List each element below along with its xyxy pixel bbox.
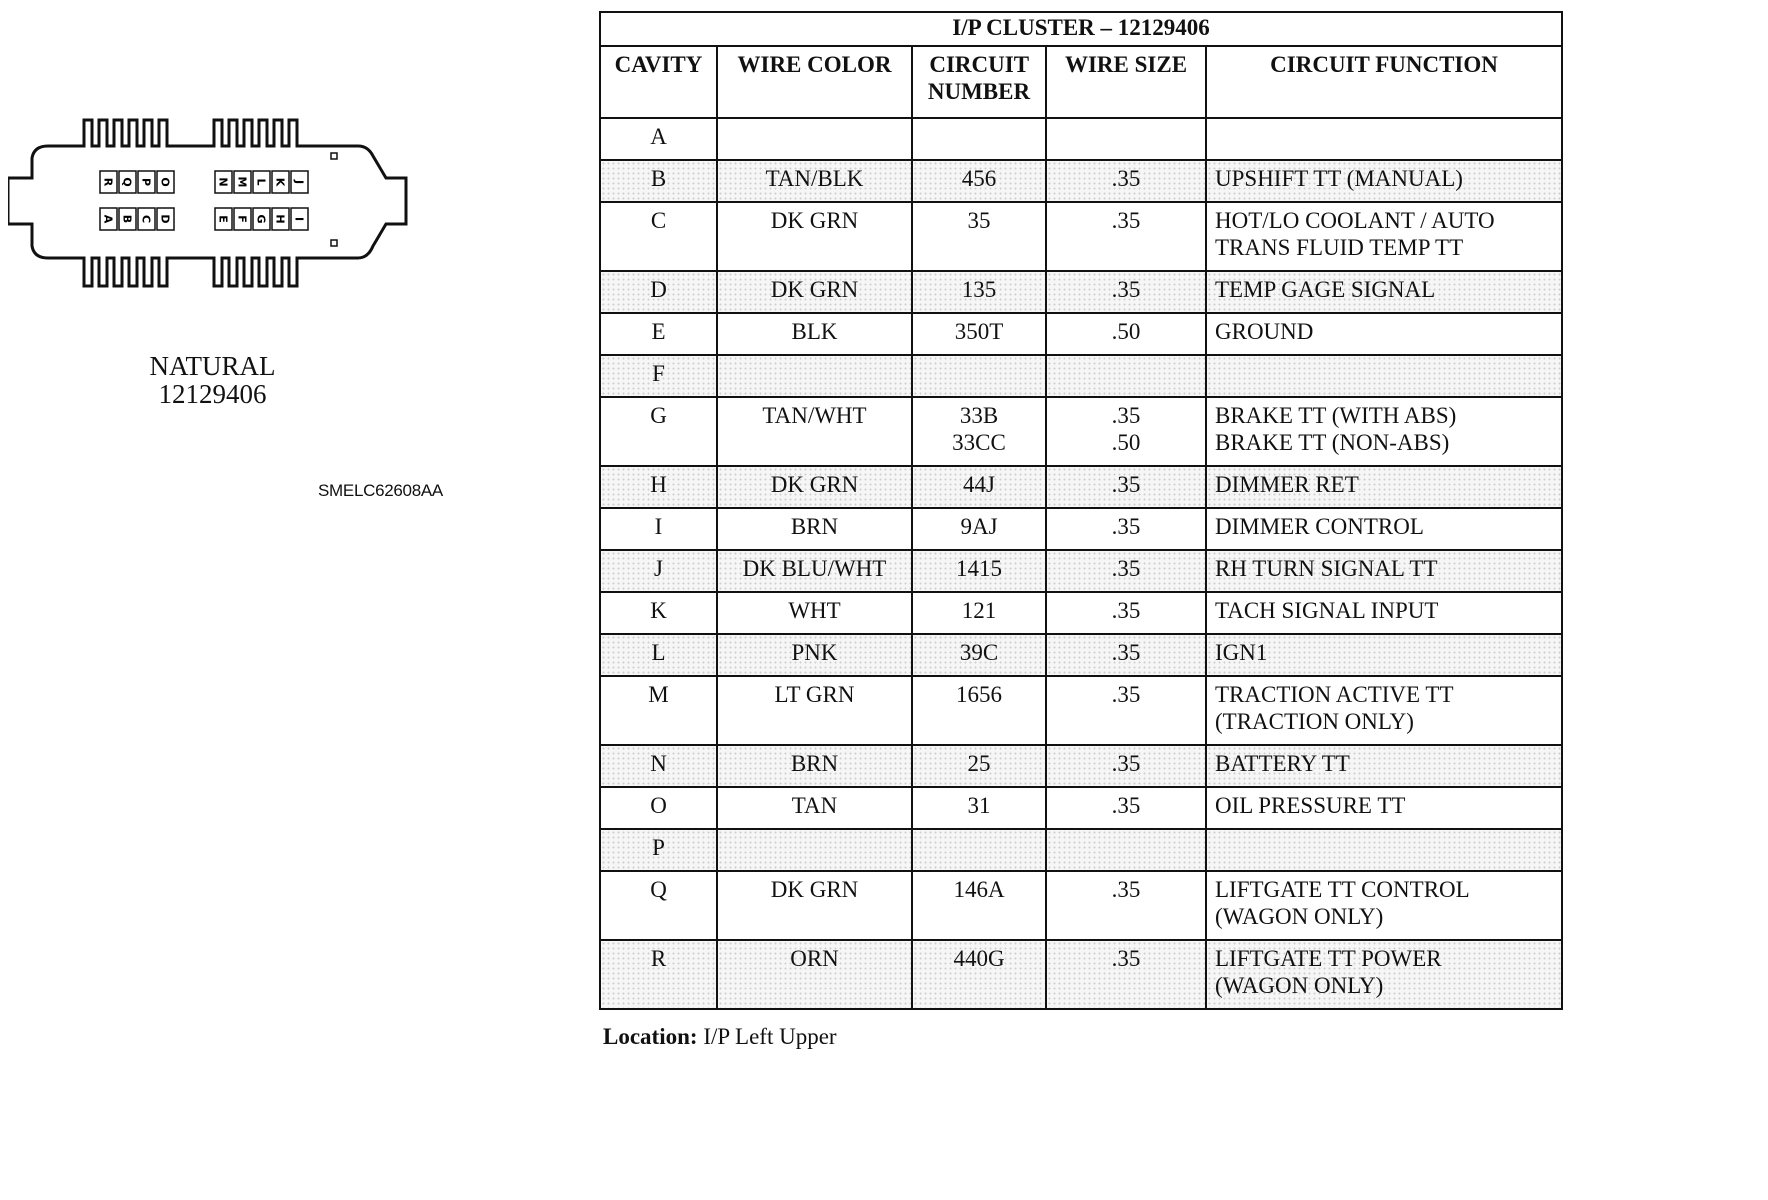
wire-size-line: .35 [1111, 514, 1141, 539]
cell-wire-color [717, 829, 912, 871]
cavity-label: D [158, 214, 172, 224]
table-row [600, 550, 1562, 592]
table-row [600, 871, 1562, 940]
circuit-function-line: LIFTGATE TT POWER [1215, 946, 1442, 971]
table-row [600, 676, 1562, 745]
cell-circuit-function [1206, 829, 1562, 871]
cell-circuit-number [912, 634, 1046, 676]
table-title: I/P CLUSTER – 12129406 [600, 12, 1562, 46]
circuit-function-line: BRAKE TT (NON-ABS) [1215, 430, 1450, 455]
circuit-function-line: DIMMER CONTROL [1215, 514, 1424, 539]
cell-cavity: L [600, 634, 717, 676]
wire-size-line: .35 [1111, 682, 1141, 707]
wire-size-line: .35 [1111, 166, 1141, 191]
circuit-number-line: 31 [967, 793, 991, 818]
wire-size-line: .35 [1111, 877, 1141, 902]
wire-size-line: .35 [1111, 793, 1141, 818]
circuit-function-line: UPSHIFT TT (MANUAL) [1215, 166, 1463, 191]
cavity-label: M [235, 176, 249, 188]
header-circuit-number-line2: NUMBER [927, 79, 1031, 104]
cell-cavity: G [600, 397, 717, 466]
cell-wire-color: BLK [717, 313, 912, 355]
table-row [600, 592, 1562, 634]
table-row [600, 118, 1562, 160]
cell-circuit-number [912, 745, 1046, 787]
cell-wire-color: WHT [717, 592, 912, 634]
cell-circuit-function [1206, 634, 1562, 676]
circuit-function-line: (WAGON ONLY) [1215, 973, 1384, 998]
circuit-number-line: 44J [963, 472, 995, 497]
cell-wire-size [1046, 466, 1206, 508]
cell-circuit-number [912, 787, 1046, 829]
cell-wire-size [1046, 871, 1206, 940]
table-row [600, 397, 1562, 466]
cell-wire-size [1046, 397, 1206, 466]
cell-wire-color: BRN [717, 508, 912, 550]
cavity-label: R [101, 177, 115, 187]
cell-wire-size [1046, 592, 1206, 634]
cell-circuit-number [912, 592, 1046, 634]
header-circuit-function: CIRCUIT FUNCTION [1206, 46, 1562, 118]
cell-wire-color: DK BLU/WHT [717, 550, 912, 592]
diagram-code: SMELC62608AA [318, 481, 443, 500]
cell-circuit-function [1206, 550, 1562, 592]
cell-circuit-number [912, 550, 1046, 592]
circuit-number-line: 33B [959, 403, 999, 428]
header-wire-size [1046, 46, 1206, 118]
circuit-number-line: 440G [953, 946, 1005, 971]
cell-wire-size [1046, 634, 1206, 676]
cell-wire-size [1046, 676, 1206, 745]
cavity-label: Q [120, 177, 134, 187]
cavity-label: A [101, 214, 115, 224]
circuit-function-line: (TRACTION ONLY) [1215, 709, 1414, 734]
cell-wire-size [1046, 508, 1206, 550]
cavity-label: K [273, 177, 287, 187]
cavity-label: J [292, 179, 306, 185]
table-row [600, 271, 1562, 313]
wire-size-line: .35 [1111, 556, 1141, 581]
cell-wire-color: LT GRN [717, 676, 912, 745]
cell-wire-color: DK GRN [717, 202, 912, 271]
cell-wire-size [1046, 355, 1206, 397]
cell-cavity: M [600, 676, 717, 745]
cell-circuit-function [1206, 508, 1562, 550]
circuit-function-line: GROUND [1215, 319, 1314, 344]
cell-wire-color: DK GRN [717, 871, 912, 940]
cell-cavity: C [600, 202, 717, 271]
circuit-function-line: LIFTGATE TT CONTROL [1215, 877, 1470, 902]
cell-cavity: E [600, 313, 717, 355]
cavity-label: L [254, 178, 268, 186]
table-row [600, 466, 1562, 508]
cell-cavity: N [600, 745, 717, 787]
cell-circuit-function [1206, 313, 1562, 355]
pinout-table [599, 11, 1563, 1010]
latch-mark-top [331, 153, 337, 159]
circuit-number-line: 1415 [956, 556, 1002, 581]
cell-cavity: R [600, 940, 717, 1009]
cavity-label: B [120, 214, 134, 224]
cell-circuit-function [1206, 118, 1562, 160]
circuit-number-line: 25 [967, 751, 991, 776]
circuit-number-line: 350T [954, 319, 1004, 344]
connector-color: NATURAL [149, 351, 276, 381]
cell-cavity: D [600, 271, 717, 313]
cell-cavity: Q [600, 871, 717, 940]
cavity-label: O [158, 177, 172, 187]
circuit-function-line: TRACTION ACTIVE TT [1215, 682, 1454, 707]
circuit-function-line: TEMP GAGE SIGNAL [1215, 277, 1436, 302]
cell-circuit-function [1206, 592, 1562, 634]
table-row [600, 160, 1562, 202]
cell-circuit-number [912, 466, 1046, 508]
cell-cavity: K [600, 592, 717, 634]
cell-wire-size [1046, 202, 1206, 271]
circuit-function-line: TRANS FLUID TEMP TT [1215, 235, 1464, 260]
wire-size-line: .35 [1111, 946, 1141, 971]
cell-circuit-function [1206, 466, 1562, 508]
circuit-number-line: 121 [961, 598, 997, 623]
cell-circuit-function [1206, 355, 1562, 397]
cell-wire-color: TAN/WHT [717, 397, 912, 466]
cell-circuit-function [1206, 202, 1562, 271]
cavity-label: N [216, 177, 230, 187]
table-row [600, 508, 1562, 550]
circuit-function-line: (WAGON ONLY) [1215, 904, 1384, 929]
cell-cavity: H [600, 466, 717, 508]
circuit-function-line: RH TURN SIGNAL TT [1215, 556, 1438, 581]
location-value: I/P Left Upper [703, 1024, 837, 1049]
cell-circuit-number [912, 871, 1046, 940]
cell-circuit-function [1206, 397, 1562, 466]
cell-cavity: A [600, 118, 717, 160]
connector-caption [110, 352, 315, 408]
cell-circuit-function [1206, 871, 1562, 940]
circuit-function-line: IGN1 [1215, 640, 1268, 665]
cell-cavity: B [600, 160, 717, 202]
cavity-label: P [139, 177, 153, 187]
cell-wire-color: DK GRN [717, 271, 912, 313]
cavity-label: F [235, 215, 249, 223]
circuit-number-line: 33CC [952, 430, 1006, 455]
cell-wire-color: PNK [717, 634, 912, 676]
cavity-label: G [254, 214, 268, 224]
wire-size-line: .35 [1111, 751, 1141, 776]
wire-size-line: .35 [1111, 208, 1141, 233]
connector-body-outline [8, 120, 406, 286]
wire-size-line: .35 [1111, 403, 1141, 428]
cell-wire-size [1046, 550, 1206, 592]
circuit-number-line: 1656 [956, 682, 1002, 707]
cell-cavity: O [600, 787, 717, 829]
connector-part-number: 12129406 [158, 379, 267, 409]
circuit-function-line: OIL PRESSURE TT [1215, 793, 1406, 818]
wire-size-line: .35 [1111, 598, 1141, 623]
cell-circuit-function [1206, 787, 1562, 829]
cell-circuit-function [1206, 160, 1562, 202]
cell-circuit-number [912, 676, 1046, 745]
cell-circuit-number [912, 313, 1046, 355]
cavity-label: H [273, 214, 287, 224]
cell-cavity: F [600, 355, 717, 397]
cell-circuit-function [1206, 940, 1562, 1009]
connector-cavity-labels [100, 171, 308, 230]
cell-circuit-number [912, 118, 1046, 160]
cell-circuit-number [912, 397, 1046, 466]
cell-wire-size [1046, 940, 1206, 1009]
circuit-number-line: 456 [961, 166, 997, 191]
header-wire-color: WIRE COLOR [717, 46, 912, 118]
cell-cavity: I [600, 508, 717, 550]
table-row [600, 634, 1562, 676]
table-row [600, 940, 1562, 1009]
wire-size-line: .35 [1111, 640, 1141, 665]
cell-wire-size [1046, 160, 1206, 202]
cell-wire-size [1046, 829, 1206, 871]
connector-location [603, 1024, 837, 1050]
circuit-function-line: BRAKE TT (WITH ABS) [1215, 403, 1457, 428]
header-wire-size-line1: WIRE [1064, 52, 1129, 77]
cell-wire-size [1046, 787, 1206, 829]
wire-size-line: .50 [1111, 430, 1141, 455]
cell-circuit-number [912, 355, 1046, 397]
cell-circuit-number [912, 271, 1046, 313]
circuit-number-line: 146A [953, 877, 1005, 902]
table-row [600, 829, 1562, 871]
connector-outline [8, 118, 408, 288]
cavity-label: E [216, 215, 230, 223]
header-circuit-number-line1: CIRCUIT [929, 52, 1029, 77]
cell-wire-size [1046, 313, 1206, 355]
circuit-number-line: 39C [959, 640, 999, 665]
latch-mark-bottom [331, 240, 337, 246]
circuit-number-line: 135 [961, 277, 997, 302]
cavity-label: I [292, 216, 306, 222]
cell-wire-size [1046, 118, 1206, 160]
circuit-function-line: BATTERY TT [1215, 751, 1350, 776]
cell-circuit-number [912, 940, 1046, 1009]
cavity-label: C [139, 214, 153, 224]
cell-circuit-function [1206, 271, 1562, 313]
circuit-function-line: DIMMER RET [1215, 472, 1359, 497]
table-row [600, 202, 1562, 271]
cell-circuit-number [912, 829, 1046, 871]
connector-face-diagram [8, 118, 408, 288]
circuit-function-line: HOT/LO COOLANT / AUTO [1215, 208, 1495, 233]
cell-wire-color: TAN/BLK [717, 160, 912, 202]
cell-wire-color: TAN [717, 787, 912, 829]
circuit-function-line: TACH SIGNAL INPUT [1215, 598, 1439, 623]
wire-size-line: .35 [1111, 472, 1141, 497]
location-label: Location: [603, 1024, 698, 1049]
cell-cavity: J [600, 550, 717, 592]
cell-wire-color: DK GRN [717, 466, 912, 508]
cell-wire-color: ORN [717, 940, 912, 1009]
cell-circuit-number [912, 202, 1046, 271]
cell-circuit-number [912, 508, 1046, 550]
cell-wire-color [717, 355, 912, 397]
table-row [600, 355, 1562, 397]
cell-circuit-function [1206, 676, 1562, 745]
cell-wire-size [1046, 745, 1206, 787]
circuit-number-line: 9AJ [960, 514, 998, 539]
cell-circuit-number [912, 160, 1046, 202]
cell-wire-size [1046, 271, 1206, 313]
cell-cavity: P [600, 829, 717, 871]
header-circuit-number [912, 46, 1046, 118]
table-row [600, 313, 1562, 355]
wire-size-line: .50 [1111, 319, 1141, 344]
cell-circuit-function [1206, 745, 1562, 787]
table-row [600, 787, 1562, 829]
cell-wire-color [717, 118, 912, 160]
table-row [600, 745, 1562, 787]
circuit-number-line: 35 [967, 208, 991, 233]
header-cavity: CAVITY [600, 46, 717, 118]
cell-wire-color: BRN [717, 745, 912, 787]
wire-size-line: .35 [1111, 277, 1141, 302]
header-wire-size-line2: SIZE [1134, 52, 1188, 77]
